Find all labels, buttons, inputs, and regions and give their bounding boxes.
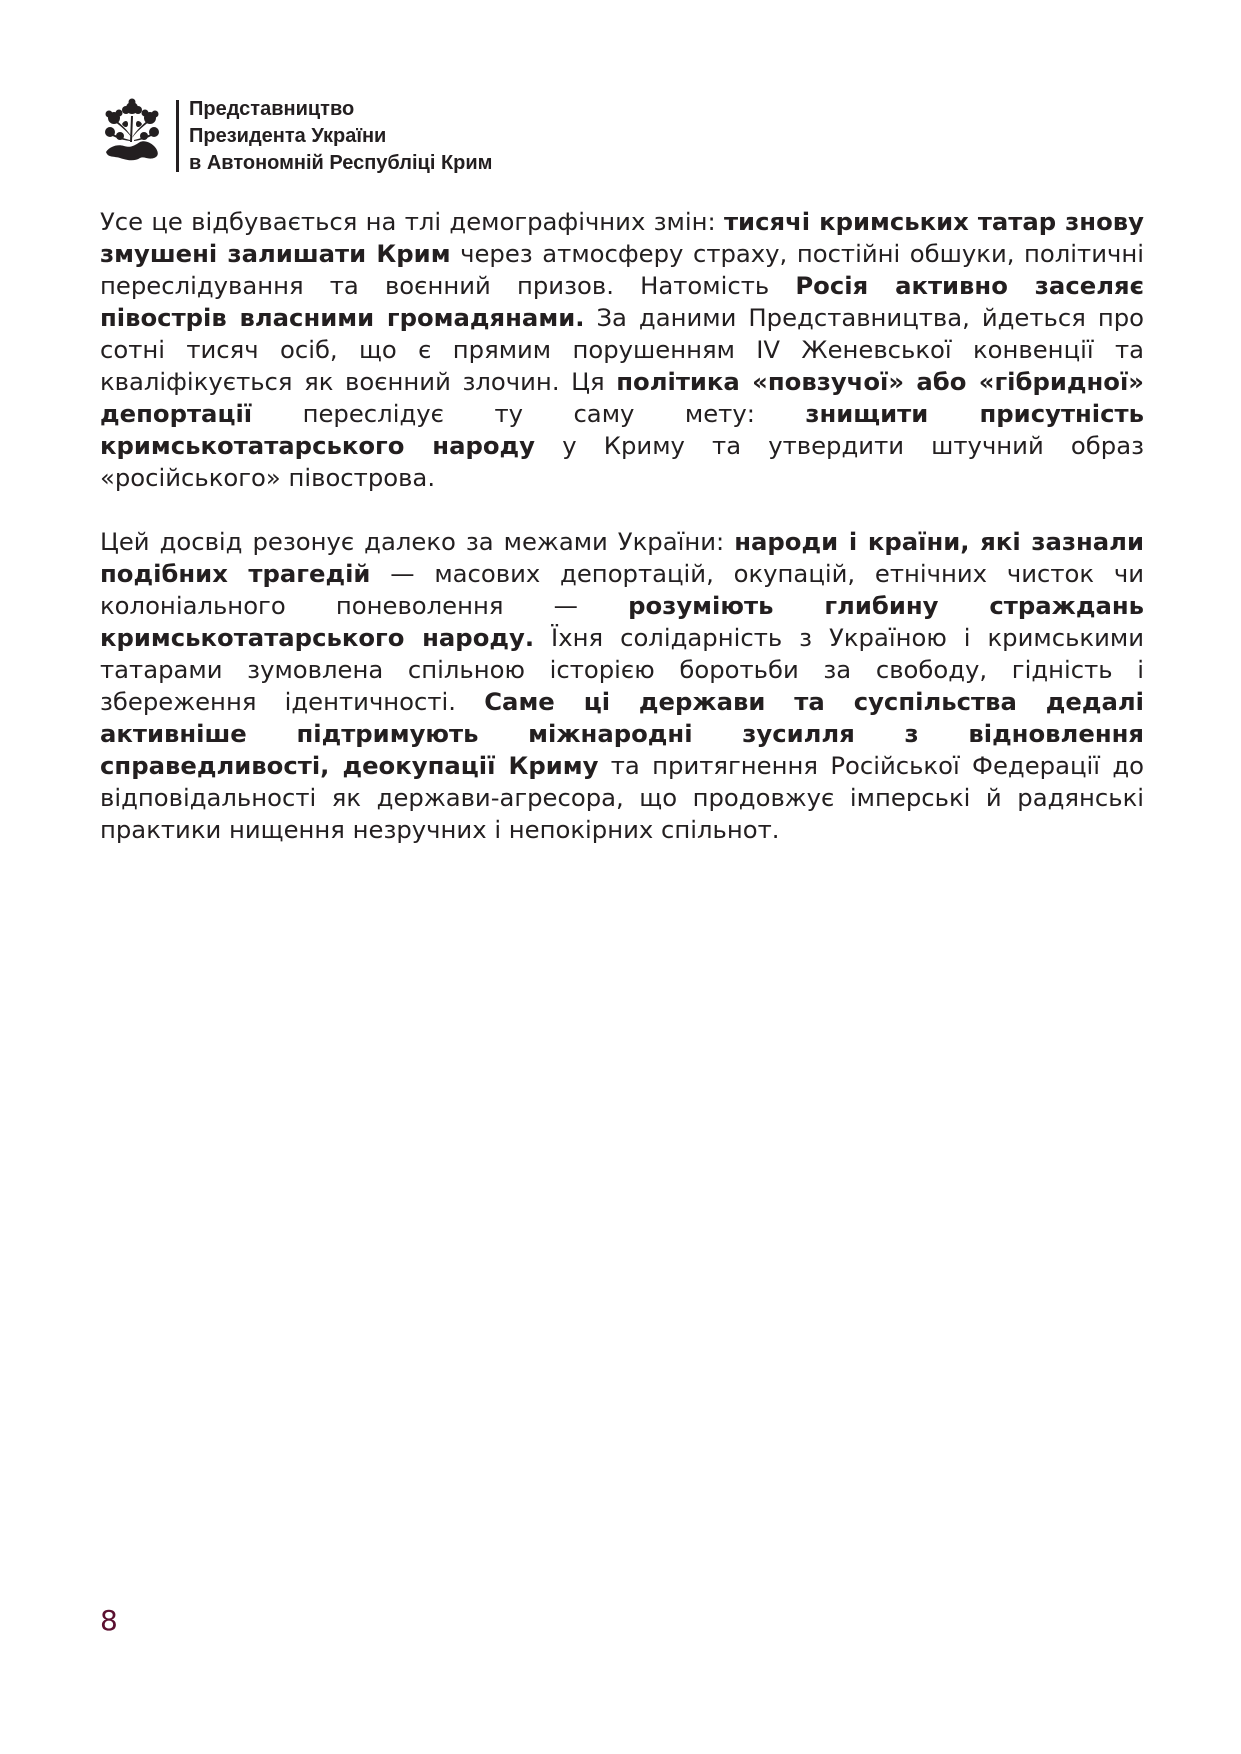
text-span: За даними Представництва, йдеться про сотні тисяч осіб, що є прямим порушенням IV Женевської конвенції та кваліфікується як воєнний злочин. Ця	[100, 303, 1145, 396]
org-name-line-3: в Автономній Республіці Крим	[189, 152, 493, 174]
org-name-line-1: Представництво	[189, 98, 355, 120]
paragraph-2	[100, 526, 1144, 846]
bold-text-span: розуміють глибину страждань кримськотатарського народу.	[100, 591, 1144, 652]
text-span: у Криму та утвердити штучний образ «російського» півострова.	[100, 431, 1144, 492]
paragraph-1	[100, 206, 1144, 494]
crimea-flower-emblem-icon	[100, 96, 164, 172]
text-span: переслідує ту саму мету:	[252, 399, 806, 428]
bold-text-span: знищити присутність кримськотатарського народу	[100, 399, 1144, 460]
org-name-line-2: Президента України	[189, 125, 387, 147]
text-span: Усе це відбувається на тлі демографічних змін:	[100, 207, 724, 236]
text-span: та притягнення Російської Федерації до відповідальності як держави-агресора, що продовжує імперські й радянські практики нищення незручних і непокірних спільнот.	[100, 751, 1144, 844]
bold-text-span: Саме ці держави та суспільства дедалі активніше підтримують міжнародні зусилля з відновлення справедливості, деокупації Криму	[100, 687, 1145, 780]
bold-text-span: тисячі кримських татар знову змушені залишати Крим	[100, 207, 1144, 268]
organization-name	[189, 96, 492, 177]
text-span: через атмосферу страху, постійні обшуки, політичні переслідування та воєнний призов. Натомість	[100, 239, 1144, 300]
text-span: — масових депортацій, окупацій, етнічних чисток чи колоніального поневолення —	[100, 559, 1145, 620]
document-header	[100, 96, 492, 174]
page-body	[100, 206, 1144, 846]
bold-text-span: політика «повзучої» або «гібридної» депортації	[100, 367, 1144, 428]
page-number: 8	[100, 1604, 118, 1637]
text-span: Їхня солідарність з Україною і кримськими татарами зумовлена спільною історією боротьби за свободу, гідність і збереження ідентичності.	[100, 623, 1144, 716]
header-divider	[176, 100, 179, 172]
bold-text-span: народи і країни, які зазнали подібних трагедій	[100, 527, 1145, 588]
bold-text-span: Росія активно заселяє півострів власними громадянами.	[100, 271, 1145, 332]
text-span: Цей досвід резонує далеко за межами України:	[100, 527, 735, 556]
